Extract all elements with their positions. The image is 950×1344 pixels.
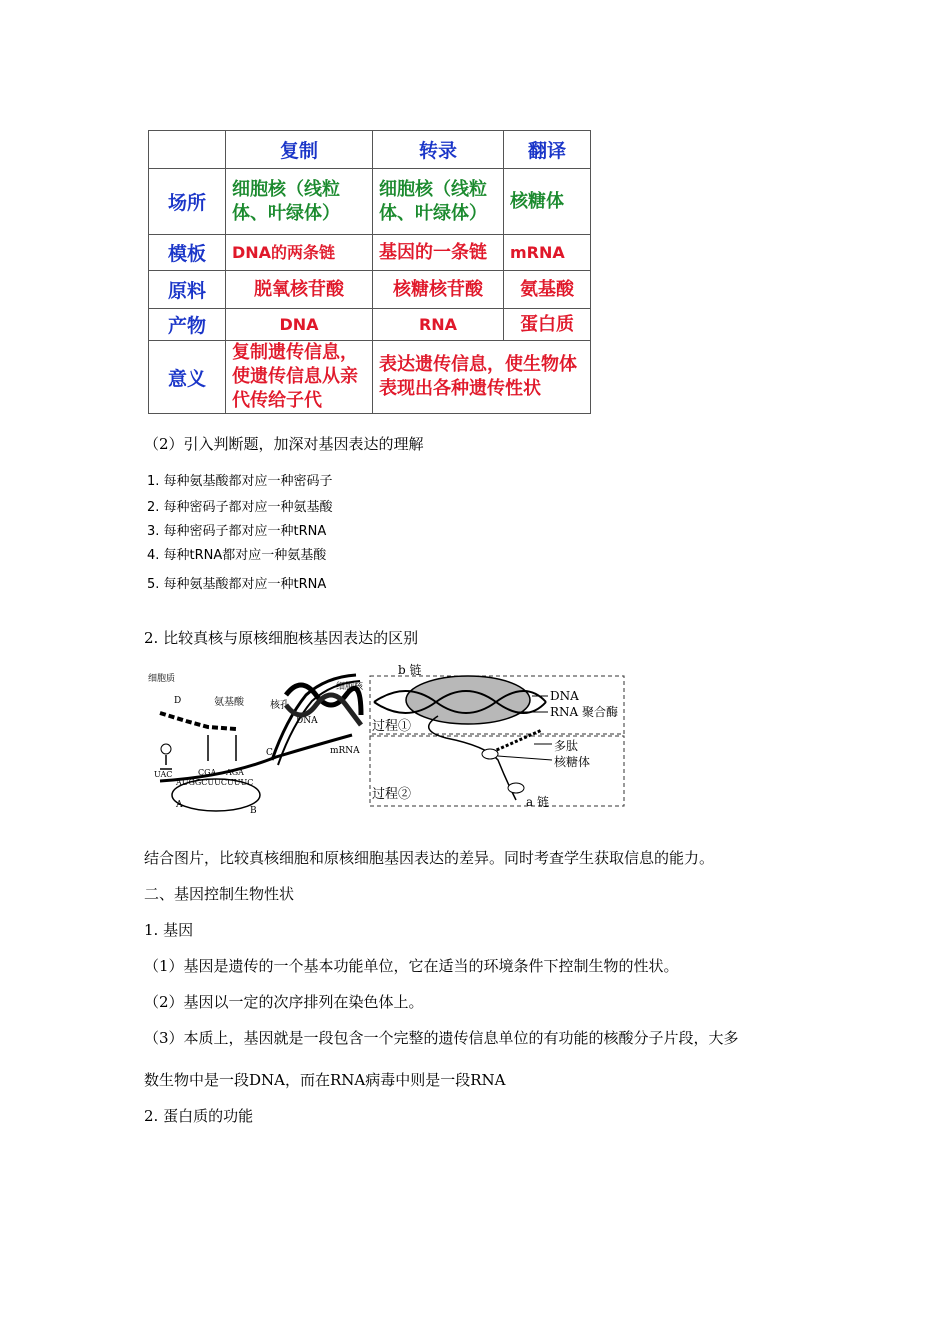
amino-acid-label: 氨基酸 <box>214 697 244 708</box>
combine-paragraph: 结合图片，比较真核细胞和原核细胞基因表达的差异。同时考查学生获取信息的能力。 <box>144 849 715 867</box>
dna-label-right: DNA <box>550 689 579 703</box>
gene-point-3-cont: 数生物中是一段DNA，而在RNA病毒中则是一段RNA <box>144 1071 506 1089</box>
gene-point-3: （3）本质上，基因就是一段包含一个完整的遗传信息单位的有功能的核酸分子片段，大多 <box>144 1029 739 1047</box>
header-transcription: 转录 <box>373 131 504 169</box>
codon-1: CGA <box>198 768 217 777</box>
row-label-material: 原料 <box>149 271 226 309</box>
row-meaning <box>149 341 591 414</box>
comparison-table <box>148 130 591 414</box>
row-place <box>149 169 591 235</box>
template-replication: DNA的两条链 <box>226 235 373 271</box>
ribosome-pointer <box>498 756 552 760</box>
question-3: 3. 每种密码子都对应一种tRNA <box>147 524 327 539</box>
material-replication: 脱氧核苷酸 <box>226 271 373 309</box>
label-B: B <box>250 806 257 815</box>
dna-label-left: DNA <box>296 716 318 726</box>
cytoplasm-label: 细胞质 <box>148 674 176 684</box>
meaning-expression: 表达遗传信息，使生物体表现出各种遗传性状 <box>373 341 591 414</box>
anticodon-label: UAC <box>154 770 173 779</box>
mrna-label-left: mRNA <box>330 746 360 756</box>
question-4: 4. 每种tRNA都对应一种氨基酸 <box>147 548 327 563</box>
section-compare-heading: 2. 比较真核与原核细胞核基因表达的区别 <box>144 629 419 647</box>
codon-2: AGA <box>226 768 244 777</box>
place-transcription: 细胞核（线粒体、叶绿体） <box>373 169 504 235</box>
place-replication: 细胞核（线粒体、叶绿体） <box>226 169 373 235</box>
mrna-strand <box>160 735 352 781</box>
ribosome-2 <box>508 783 524 793</box>
row-label-meaning: 意义 <box>149 341 226 414</box>
trna-center <box>208 735 236 761</box>
product-translation: 蛋白质 <box>504 309 591 341</box>
rna-polymerase-shape <box>406 676 530 724</box>
heading-gene: 1. 基因 <box>144 921 194 939</box>
question-5: 5. 每种氨基酸都对应一种tRNA <box>147 577 327 592</box>
question-1: 1. 每种氨基酸都对应一种密码子 <box>147 474 333 489</box>
meaning-replication: 复制遗传信息，使遗传信息从亲代传给子代 <box>226 341 373 414</box>
a-chain-label: a 链 <box>526 795 549 809</box>
material-translation: 氨基酸 <box>504 271 591 309</box>
amino-acid-chain <box>160 713 236 729</box>
process2-label: 过程② <box>372 787 412 802</box>
trna-left <box>160 755 172 769</box>
b-chain-label: b 链 <box>398 663 422 677</box>
ribosome-label: 核糖体 <box>554 755 591 769</box>
heading-protein-function: 2. 蛋白质的功能 <box>144 1107 254 1125</box>
heading-gene-control: 二、基因控制生物性状 <box>144 885 295 903</box>
ribosome-1 <box>482 749 498 759</box>
row-template <box>149 235 591 271</box>
section-judgement-heading: （2）引入判断题，加深对基因表达的理解 <box>144 435 424 453</box>
eukaryote-expression-figure <box>146 665 364 815</box>
row-material <box>149 271 591 309</box>
row-product <box>149 309 591 341</box>
material-transcription: 核糖核苷酸 <box>373 271 504 309</box>
pore-label: 核孔 <box>270 700 290 711</box>
label-D: D <box>174 696 182 706</box>
place-translation: 核糖体 <box>504 169 591 235</box>
polypeptide-chain <box>492 730 542 752</box>
table-header-row <box>149 131 591 169</box>
template-transcription: 基因的一条链 <box>373 235 504 271</box>
product-replication: DNA <box>226 309 373 341</box>
mrna-sequence: AUGGCUUCUUUC <box>176 778 254 787</box>
row-label-template: 模板 <box>149 235 226 271</box>
mrna-a-chain <box>429 716 516 800</box>
table-corner-cell <box>149 131 226 169</box>
header-translation: 翻译 <box>504 131 591 169</box>
row-label-place: 场所 <box>149 169 226 235</box>
header-replication: 复制 <box>226 131 373 169</box>
template-translation: mRNA <box>504 235 591 271</box>
row-label-product: 产物 <box>149 309 226 341</box>
prokaryote-expression-figure <box>366 660 628 812</box>
label-C: C <box>266 748 273 758</box>
label-A: A <box>176 800 183 810</box>
rna-polymerase-label: RNA 聚合酶 <box>550 705 619 719</box>
question-2: 2. 每种密码子都对应一种氨基酸 <box>147 500 333 515</box>
trna-left-loop <box>161 744 171 754</box>
process1-label: 过程① <box>372 719 412 734</box>
polypeptide-label: 多肽 <box>554 739 579 753</box>
gene-point-2: （2）基因以一定的次序排列在染色体上。 <box>144 993 424 1011</box>
product-transcription: RNA <box>373 309 504 341</box>
gene-point-1: （1）基因是遗传的一个基本功能单位，它在适当的环境条件下控制生物的性状。 <box>144 957 679 975</box>
nucleus-label: 细胞核 <box>336 682 364 692</box>
